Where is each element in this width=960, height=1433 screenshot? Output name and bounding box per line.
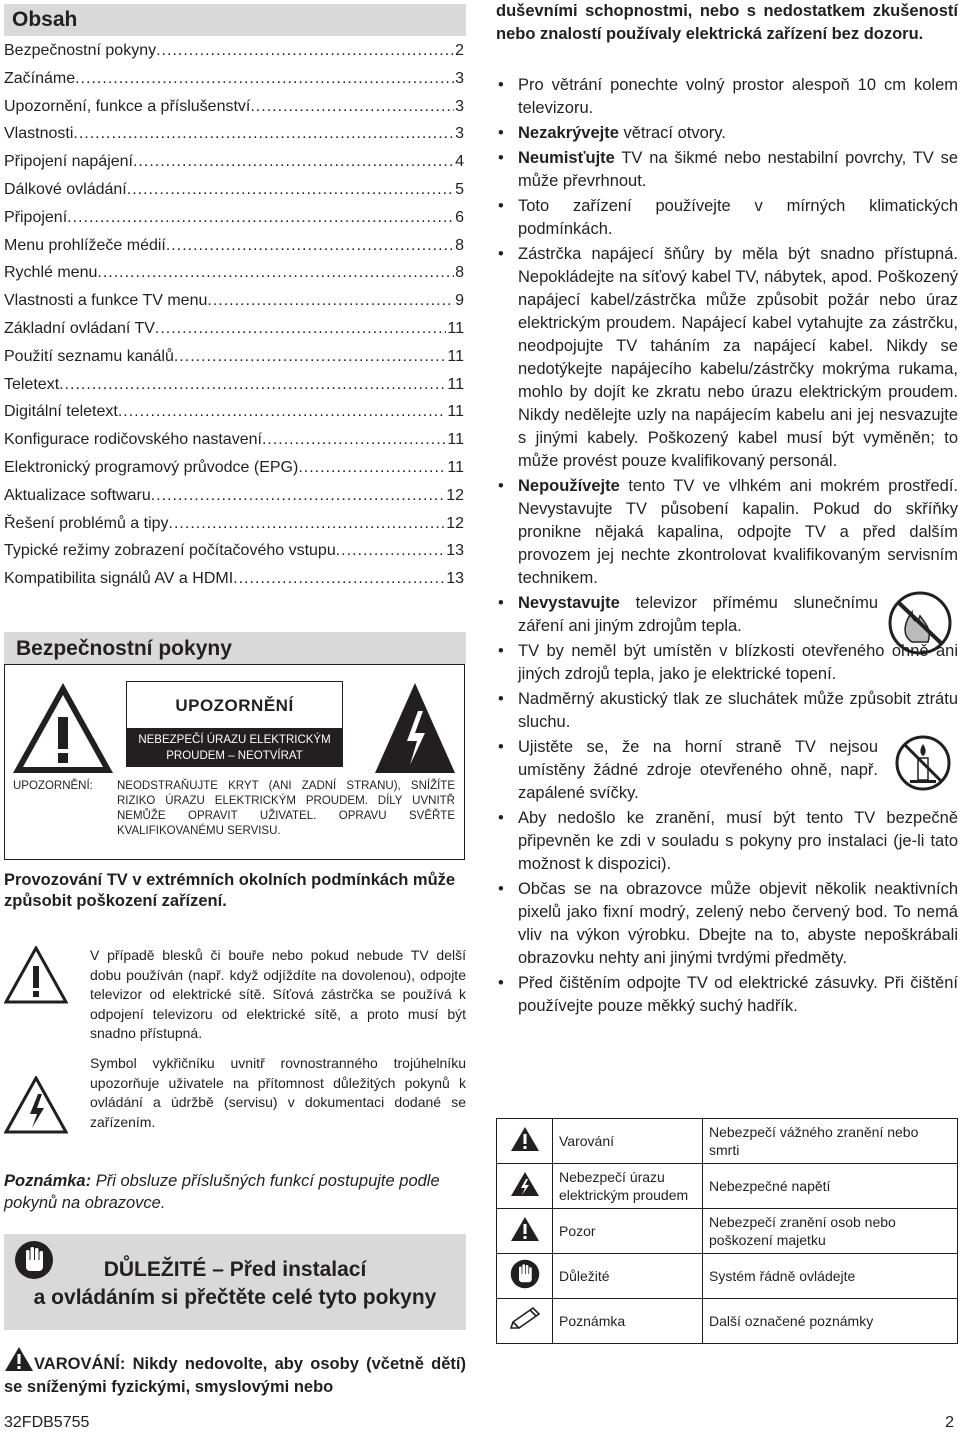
caution-box (4, 664, 465, 860)
toc-leader (250, 98, 454, 116)
toc-item-label: Použití seznamu kanálů (4, 347, 174, 365)
symbol-legend-table (496, 1118, 958, 1344)
legend-row (497, 1119, 958, 1164)
bullet-item (496, 243, 958, 473)
toc-item-page: 8 (455, 264, 464, 282)
caution-label: UPOZORNĚNÍ: (13, 780, 93, 792)
toc-item (4, 153, 464, 181)
toc-item (4, 70, 464, 98)
toc-item-page: 11 (447, 347, 464, 365)
toc-item (4, 181, 464, 209)
toc-item-page: 4 (455, 153, 464, 171)
toc-leader (233, 570, 445, 588)
toc-item-page: 12 (446, 486, 464, 504)
toc-item-page: 11 (447, 431, 464, 449)
toc-item-page: 11 (447, 458, 464, 476)
toc-item-page: 13 (446, 542, 464, 560)
toc-item (4, 292, 464, 320)
model-number: 32FDB5755 (4, 1414, 90, 1431)
toc-item (4, 348, 464, 376)
bullet-text: TV by neměl být umístěn v blízkosti otevřeného ohně ani jiných zdrojů tepla, jako je elektrické topení. (518, 642, 958, 683)
toc-leader (169, 515, 446, 533)
lightning-instruction (4, 946, 466, 1046)
bullet-item (496, 592, 958, 638)
toc-item-label: Řešení problémů a tipy (4, 514, 169, 532)
toc-item-label: Digitální teletext (4, 403, 118, 421)
warning-triangle-icon (510, 1139, 540, 1155)
toc-item-label: Připojení (4, 208, 68, 226)
legend-name: Nebezpečí úrazu elektrickým proudem (553, 1164, 703, 1209)
bullet-item (496, 74, 958, 120)
legend-name: Pozor (553, 1209, 703, 1254)
pencil-note-icon (508, 1319, 542, 1335)
toc-item-page: 11 (447, 319, 464, 337)
intro-paragraph: duševními schopnostmi, nebo s nedostatkem zkušeností nebo znalostí používaly elektrická zařízení bez dozoru. (496, 2, 958, 43)
toc-item-label: Elektronický programový průvodce (EPG) (4, 458, 299, 476)
toc-item-page: 9 (455, 292, 464, 310)
legend-description: Další označené poznámky (703, 1299, 958, 1344)
caution-heading (126, 681, 343, 767)
toc-item-label: Teletext (4, 375, 60, 393)
toc-leader (298, 459, 446, 477)
toc-leader (262, 431, 446, 449)
important-banner (4, 1234, 466, 1330)
toc-item-label: Základní ovládaní TV (4, 319, 155, 337)
toc-leader (133, 153, 454, 171)
caution-sub-line2: PROUDEM – NEOTVÍRAT (166, 750, 303, 762)
toc-leader (207, 292, 454, 310)
toc-item-label: Vlastnosti (4, 125, 74, 143)
lightning-instruction-text: V případě blesků či bouře nebo pokud nebude TV delší dobu používán (např. když odjíždíte na dovolenou), odpojte televizor od elektrické sítě. Síťová zástrčka se používá k odpojení televizoru od elektrické sítě, a proto musí být snadno přístupná. (90, 947, 466, 1041)
note-text: Při obsluze příslušných funkcí postupujte podle pokynů na obrazovce. (4, 1172, 440, 1212)
bullet-item (496, 736, 958, 805)
legend-description: Nebezpečné napětí (703, 1164, 958, 1209)
toc-item-label: Menu prohlížeče médií (4, 236, 166, 254)
bullet-keyword: Nevystavujte (518, 594, 620, 612)
toc-leader (336, 542, 445, 560)
toc-leader (73, 125, 454, 143)
toc-leader (67, 209, 454, 227)
extreme-conditions-heading: Provozování TV v extrémních okolních podmínkách může způsobit poškození zařízení. (4, 871, 456, 910)
bullet-text: Ujistěte se, že na horní straně TV nejsou umístěny žádné zdroje otevřeného ohně, např. zapálené svíčky. (518, 738, 878, 802)
toc-item-page: 2 (455, 42, 464, 59)
no-candle-icon (888, 734, 958, 792)
note (4, 1170, 466, 1214)
bullet-text: Zástrčka napájecí šňůry by měla být snadno přístupná. Nepokládejte na síťový kabel TV, nábytek, apod. Poškozený napájecí kabel/zástrčka může způsobit požár nebo úraz elektrickým proudem. Napájecí kabel vytahujte za zástrčku, neodpojujte TV taháním za napájecí kabel. Nikdy se nedotýkejte napájecího kabelu/zástrčky mokrýma rukama, mohlo by dojít ke zkratu nebo úrazu elektrickým proudem. Nikdy nedělejte uzly na napájecím kabelu ani jej nesvazujte s jinými kabely. Poškozený kabel musí být vyměněn; to může provést pouze kvalifikovaný personál. (518, 245, 958, 470)
toc-item-label: Vlastnosti a funkce TV menu (4, 292, 208, 310)
toc-leader (156, 42, 454, 60)
legend-description: Nebezpečí vážného zranění nebo smrti (703, 1119, 958, 1164)
lightning-triangle-icon (4, 1076, 68, 1134)
toc-leader (166, 237, 454, 255)
lightning-triangle-icon (373, 681, 457, 775)
table-of-contents (4, 42, 464, 598)
bullet-item (496, 878, 958, 970)
legend-icon-cell (497, 1119, 553, 1164)
toc-item (4, 542, 464, 570)
toc-item-page: 8 (455, 236, 464, 254)
caution-triangle-icon (510, 1229, 540, 1245)
toc-leader (75, 70, 454, 88)
toc-item-page: 6 (455, 208, 464, 226)
toc-leader (127, 181, 454, 199)
toc-item (4, 237, 464, 265)
toc-leader (118, 403, 447, 421)
toc-item (4, 264, 464, 292)
legend-description: Nebezpečí zranění osob nebo poškození majetku (703, 1209, 958, 1254)
toc-item-page: 3 (455, 69, 464, 87)
toc-item-page: 13 (446, 570, 464, 588)
toc-item (4, 125, 464, 153)
legend-name: Poznámka (553, 1299, 703, 1344)
symbol-instruction-text: Symbol vykřičníku uvnitř rovnostranného trojúhelníku upozorňuje uživatele na přítomnost důležitých pokynů k ovládání a údržbě (servisu) v dokumentaci dodané se zařízením. (90, 1055, 466, 1130)
caution-body: NEODSTRAŇUJTE KRYT (ANI ZADNÍ STRANU), SNÍŽÍTE RIZIKO ÚRAZU ELEKTRICKÝM PROUDEM. DÍLY UVNITŘ NEMŮŽE OPRAVIT UŽIVATEL. OPRAVU SVĚŘTE KVALIFIKOVANÉMU SERVISU. (117, 780, 455, 837)
bullet-keyword: Neumisťujte (518, 149, 615, 167)
toc-item (4, 320, 464, 348)
toc-item-label: Dálkové ovládání (4, 180, 127, 198)
bullet-item (496, 195, 958, 241)
bullet-text: Nadměrný akustický tlak ze sluchátek může způsobit ztrátu sluchu. (518, 690, 958, 731)
bullet-item (496, 972, 958, 1018)
safety-bullets (496, 74, 958, 1020)
legend-row (497, 1209, 958, 1254)
bullet-item (496, 147, 958, 193)
toc-title: Obsah (4, 4, 466, 36)
toc-item-label: Připojení napájení (4, 153, 133, 171)
toc-item-page: 11 (447, 403, 464, 421)
toc-item (4, 403, 464, 431)
bullet-text: větrací otvory. (618, 124, 726, 142)
bullet-keyword: Nepoužívejte (518, 477, 620, 495)
bullet-text: Aby nedošlo ke zranění, musí být tento TV bezpečně připevněn ke zdi v souladu s pokyny pro instalaci (je-li tato možnost k dispozici). (518, 809, 958, 873)
legend-name: Důležité (553, 1254, 703, 1299)
toc-item-page: 5 (455, 180, 464, 198)
toc-item-label: Typické režimy zobrazení počítačového vstupu (4, 542, 336, 560)
symbol-instruction (4, 1054, 466, 1144)
bullet-text: Pro větrání ponechte volný prostor alespoň 10 cm kolem televizoru. (518, 76, 958, 117)
toc-item (4, 487, 464, 515)
toc-item (4, 376, 464, 404)
caution-sub-line1: NEBEZPEČÍ ÚRAZU ELEKTRICKÝM (138, 734, 331, 746)
bullet-text: Občas se na obrazovce může objevit několik neaktivních pixelů jako fixní modrý, zelený nebo červený bod. To nemá vliv na výkon výrobku. Dbejte na to, abyste nepoškrábali obrazovku nehty ani jinými tvrdými předměty. (518, 880, 958, 967)
toc-item-page: 11 (447, 375, 464, 393)
toc-item-label: Upozornění, funkce a příslušenství (4, 97, 251, 115)
electric-shock-triangle-icon (510, 1184, 540, 1200)
toc-leader (59, 376, 446, 394)
toc-item (4, 98, 464, 126)
toc-item-label: Rychlé menu (4, 264, 98, 282)
toc-item (4, 431, 464, 459)
legend-icon-cell (497, 1209, 553, 1254)
exclamation-triangle-icon (4, 946, 68, 1004)
legend-row (497, 1254, 958, 1299)
important-line2: a ovládáním si přečtěte celé tyto pokyny (33, 1286, 437, 1309)
bullet-text: tento TV ve vlhkém ani mokrém prostředí. Nevystavujte TV působení kapalin. Pokud do skříňky pronikne nějaká kapalina, odpojte TV a před dalším provozem jej nechte zkontrolovat kvalifikovaným servisním technikem. (518, 477, 958, 587)
bullet-item (496, 688, 958, 734)
hand-stop-icon (510, 1276, 540, 1292)
warning-text: VAROVÁNÍ: Nikdy nedovolte, aby osoby (včetně dětí) se sníženými fyzickými, smyslovými nebo (4, 1355, 466, 1396)
toc-item-page: 3 (455, 125, 464, 143)
important-line1: DŮLEŽITÉ – Před instalací (103, 1258, 367, 1281)
toc-leader (174, 348, 447, 366)
important-text (4, 1256, 466, 1312)
toc-leader (151, 487, 445, 505)
legend-row (497, 1164, 958, 1209)
toc-item-label: Aktualizace softwaru (4, 486, 151, 504)
toc-item-label: Kompatibilita signálů AV a HDMI (4, 570, 234, 588)
bullet-item (496, 640, 958, 686)
toc-item-page: 12 (446, 514, 464, 532)
bullet-text: Před čištěním odpojte TV od elektrické zásuvky. Při čištění používejte pouze měkký suchý hadřík. (518, 974, 958, 1015)
bullet-item (496, 122, 958, 145)
toc-item (4, 570, 464, 598)
toc-item-label: Bezpečnostní pokyny (4, 42, 157, 59)
warning-paragraph (4, 1346, 466, 1399)
warning-triangle-icon (4, 1346, 34, 1372)
toc-item-page: 3 (455, 97, 464, 115)
page-number: 2 (945, 1414, 954, 1431)
caution-subtitle (127, 728, 342, 766)
toc-item-label: Konfigurace rodičovského nastavení (4, 431, 262, 449)
legend-icon-cell (497, 1254, 553, 1299)
caution-title: UPOZORNĚNÍ (175, 696, 294, 715)
bullet-text: Toto zařízení používejte v mírných klimatických podmínkách. (518, 197, 958, 238)
legend-description: Systém řádně ovládejte (703, 1254, 958, 1299)
legend-name: Varování (553, 1119, 703, 1164)
caution-text (13, 779, 455, 839)
legend-row (497, 1299, 958, 1344)
safety-title: Bezpečnostní pokyny (4, 632, 466, 664)
note-label: Poznámka: (4, 1172, 92, 1190)
legend-icon-cell (497, 1164, 553, 1209)
bullet-text: TV na šikmé nebo nestabilní povrchy, TV se může převrhnout. (518, 149, 958, 190)
toc-item (4, 209, 464, 237)
bullet-item (496, 475, 958, 590)
bullet-text: televizor přímému slunečnímu záření ani jiným zdrojům tepla. (518, 594, 878, 635)
toc-item (4, 459, 464, 487)
toc-item (4, 515, 464, 543)
bullet-item (496, 807, 958, 876)
toc-leader (97, 264, 454, 282)
legend-icon-cell (497, 1299, 553, 1344)
exclamation-triangle-icon (11, 681, 115, 775)
toc-item-label: Začínáme (4, 69, 76, 87)
toc-leader (155, 320, 446, 338)
bullet-keyword: Nezakrývejte (518, 124, 619, 142)
toc-item (4, 42, 464, 70)
